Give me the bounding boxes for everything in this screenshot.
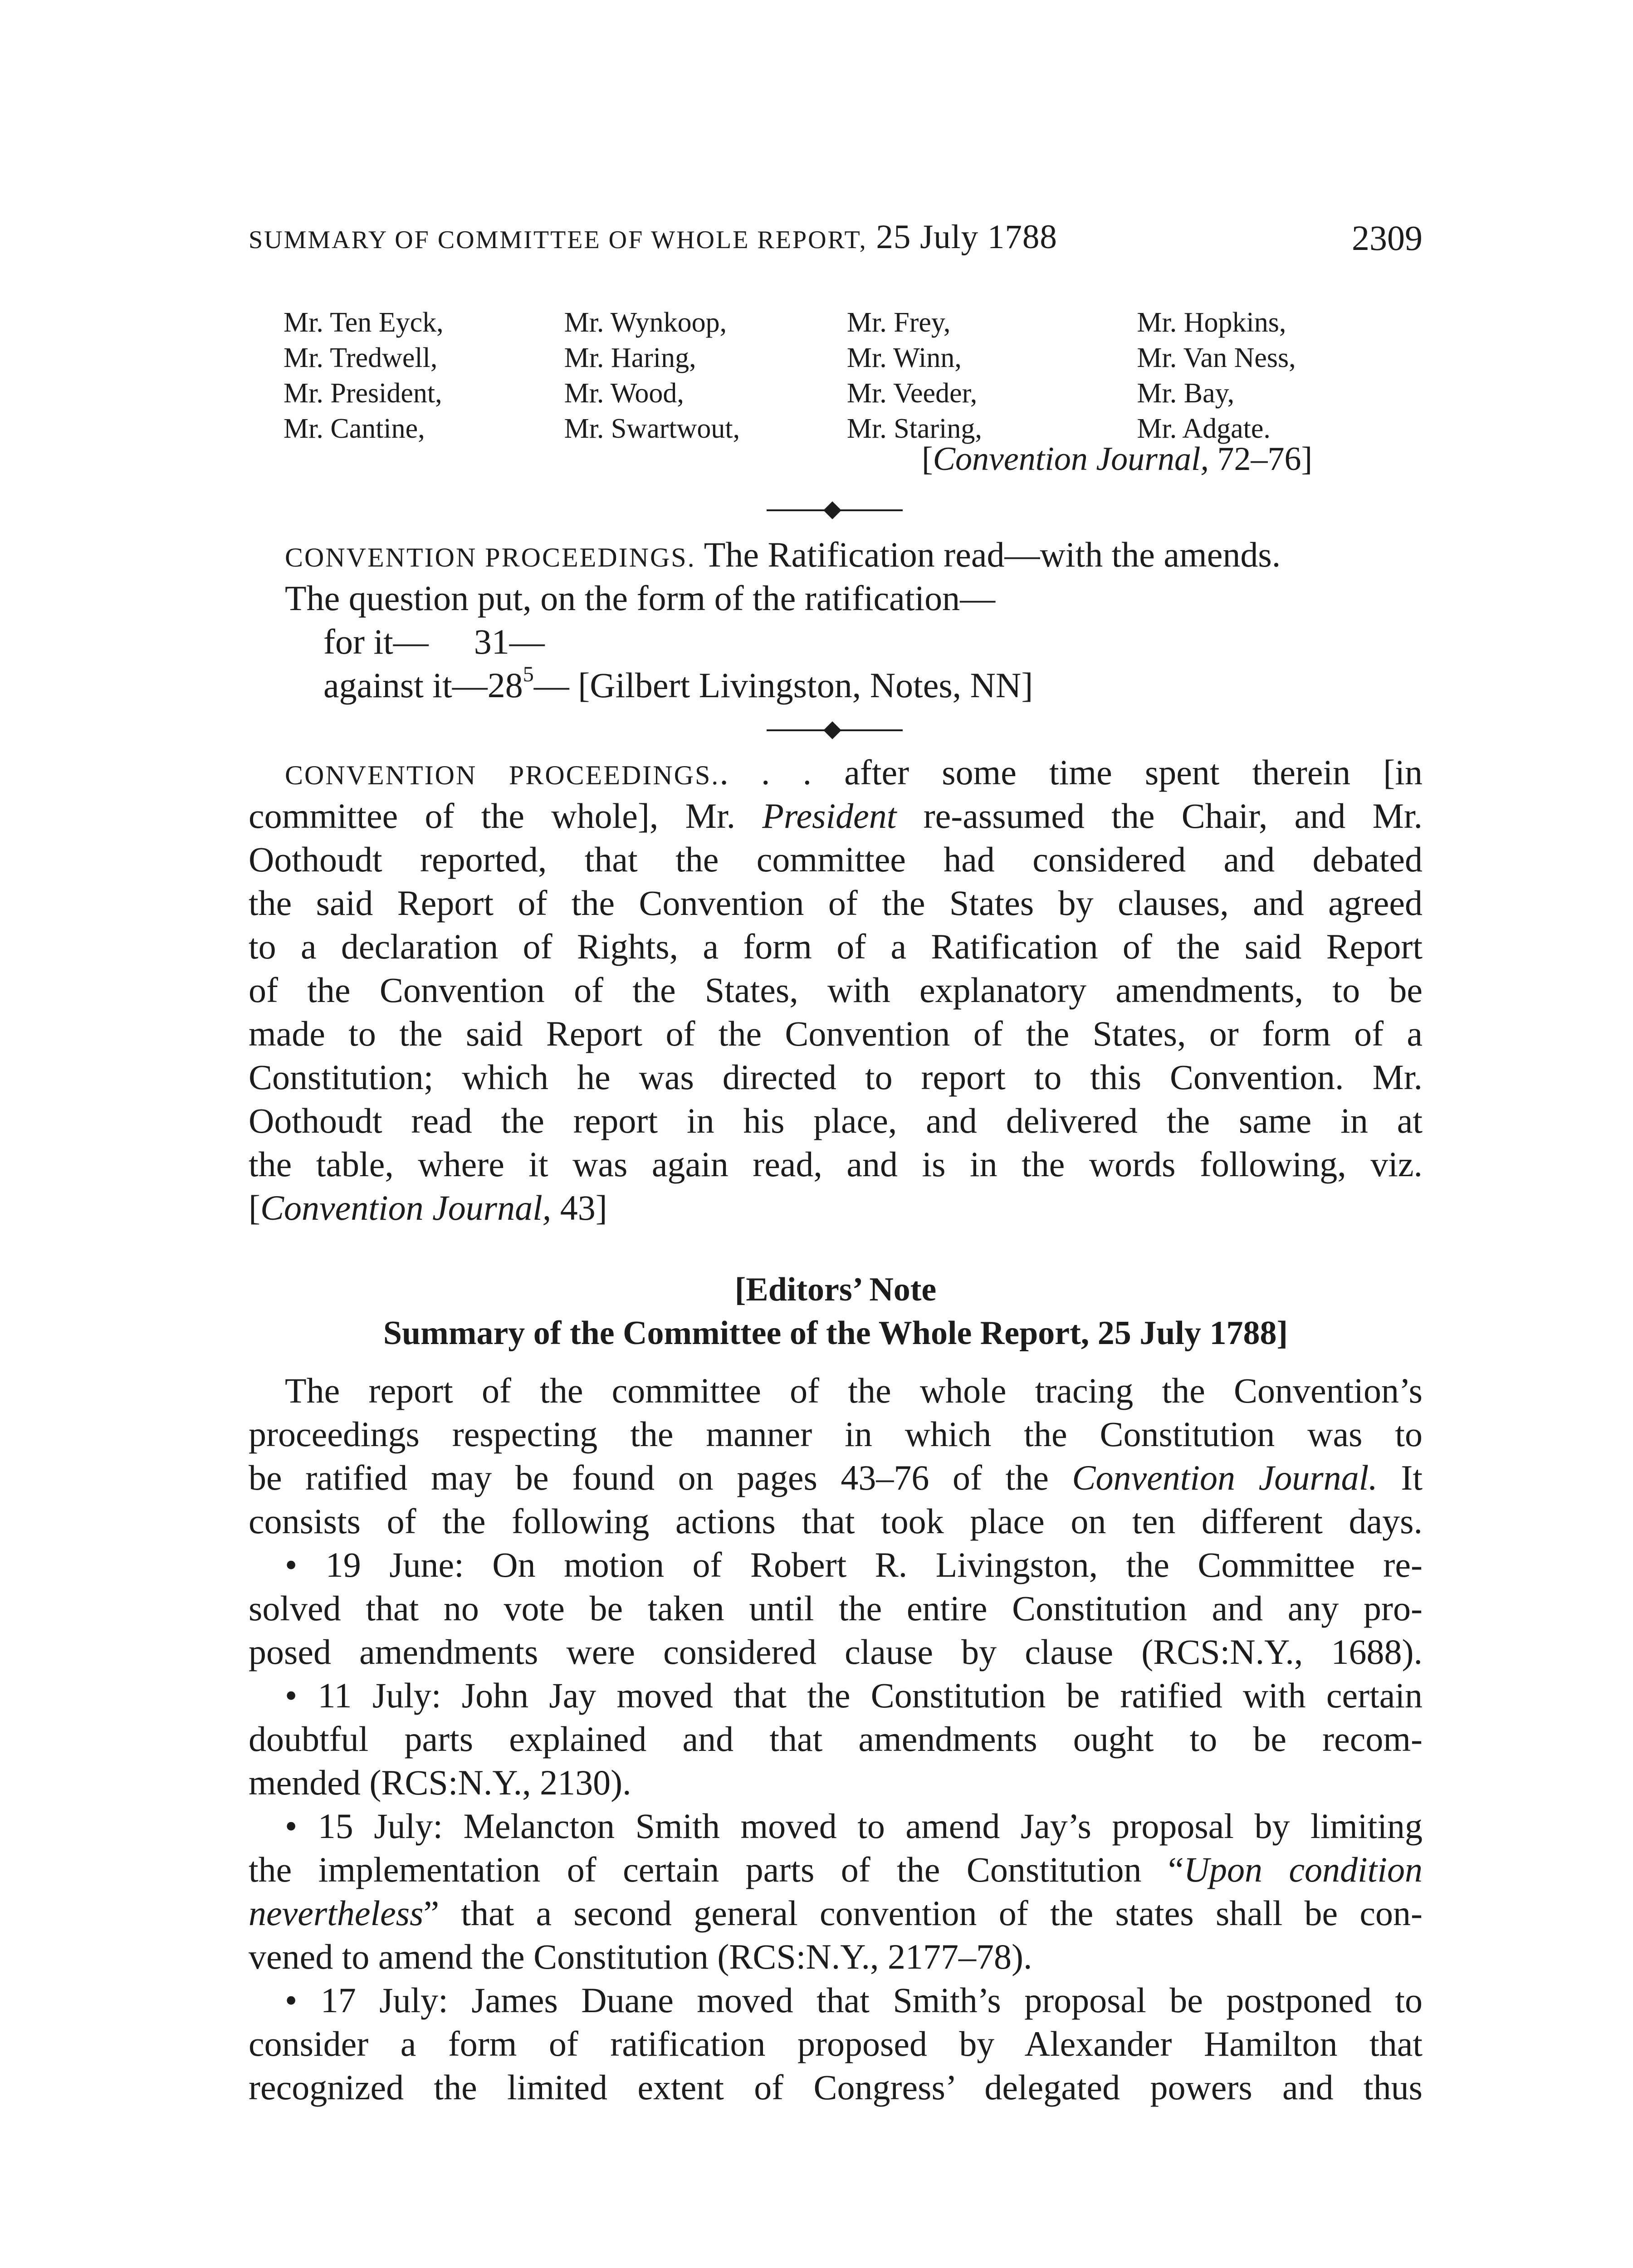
text-span: committee of the whole], Mr. xyxy=(249,796,736,836)
editors-note-subheading: Summary of the Committee of the Whole Report, 25 July 1788] xyxy=(383,1315,1288,1352)
name-cell: Mr. President, xyxy=(284,378,442,409)
vote-for-count: 31— xyxy=(474,622,545,661)
diamond-icon xyxy=(823,721,841,739)
bullet-line: • 17 July: James Duane moved that Smith’s proposal be postponed to xyxy=(285,1980,1423,2020)
text-span-italic: nevertheless xyxy=(249,1893,424,1933)
name-cell: Mr. Adgate. xyxy=(1137,413,1271,444)
running-head-title: SUMMARY OF COMMITTEE OF WHOLE REPORT, xyxy=(249,226,867,254)
name-cell: Mr. Swartwout, xyxy=(564,413,740,444)
text-line xyxy=(249,794,1423,838)
journal-citation xyxy=(922,440,1312,479)
text-line: The report of the committee of the whole tracing the Convention’s xyxy=(285,1371,1423,1410)
names-row xyxy=(284,376,1418,411)
section-divider-ornament xyxy=(767,501,903,519)
name-cell: Mr. Frey, xyxy=(846,307,951,338)
citation-pages: 72–76] xyxy=(1217,440,1313,478)
running-head xyxy=(249,218,1057,257)
text-span: The Ratification read—with the amends. xyxy=(704,535,1281,574)
text-span: It xyxy=(1401,1458,1423,1497)
vote-against-line xyxy=(249,664,1423,707)
section-label: CONVENTION PROCEEDINGS. xyxy=(285,543,696,572)
bullet-line: • 19 June: On motion of Robert R. Livingston, the Committee re- xyxy=(285,1545,1423,1584)
text-line: the said Report of the Convention of the States by clauses, and agreed xyxy=(249,883,1423,923)
name-cell: Mr. Hopkins, xyxy=(1137,307,1286,338)
text-line xyxy=(249,533,1423,577)
name-cell: Mr. Wynkoop, xyxy=(564,307,727,338)
text-line: The question put, on the form of the ratification— xyxy=(285,578,996,618)
text-line: proceedings respecting the manner in which the Constitution was to xyxy=(249,1414,1423,1454)
text-line: to a declaration of Rights, a form of a Ratification of the said Report xyxy=(249,927,1423,966)
diamond-icon xyxy=(823,501,841,519)
text-span: re-assumed the Chair, and Mr. xyxy=(923,796,1423,836)
text-line: vened to amend the Constitution (RCS:N.Y., 2177–78). xyxy=(249,1937,1032,1976)
name-cell: Mr. Winn, xyxy=(846,342,962,373)
text-line: consists of the following actions that took place on ten different days. xyxy=(249,1501,1423,1541)
citation-source: Convention Journal, xyxy=(260,1188,552,1227)
text-line: consider a form of ratification proposed by Alexander Hamilton that xyxy=(249,2024,1423,2063)
text-span-italic: Upon condition xyxy=(1183,1850,1423,1889)
text-line: Oothoudt read the report in his place, and delivered the same in at xyxy=(249,1101,1423,1140)
bullet-line: • 11 July: John Jay moved that the Constitution be ratified with certain xyxy=(285,1676,1423,1715)
text-span: . . . after some time spent therein [in xyxy=(719,753,1423,792)
text-span: the implementation of certain parts of the Constitution “ xyxy=(249,1850,1184,1889)
citation-bracket: [ xyxy=(922,440,933,478)
text-line: Oothoudt reported, that the committee had considered and debated xyxy=(249,840,1423,879)
citation-bracket: [ xyxy=(249,1188,260,1227)
text-span: be ratified may be found on pages 43–76 of the xyxy=(249,1458,1049,1497)
text-line: Constitution; which he was directed to report to this Convention. Mr. xyxy=(249,1057,1423,1097)
text-line: mended (RCS:N.Y., 2130). xyxy=(249,1763,631,1802)
bullet-line: • 15 July: Melancton Smith moved to amend Jay’s proposal by limiting xyxy=(285,1806,1423,1846)
text-line xyxy=(249,751,1423,794)
name-cell: Mr. Ten Eyck, xyxy=(284,307,444,338)
section-divider-ornament xyxy=(767,721,903,739)
text-line xyxy=(249,1456,1423,1500)
text-line xyxy=(249,1848,1423,1892)
name-cell: Mr. Bay, xyxy=(1137,378,1235,409)
name-cell: Mr. Tredwell, xyxy=(284,342,438,373)
vote-against-label: against it—28 xyxy=(323,665,523,705)
text-line: of the Convention of the States, with explanatory amendments, to be xyxy=(249,970,1423,1010)
editors-note-title xyxy=(249,1268,1423,1355)
proceedings-convention-journal xyxy=(249,751,1423,1230)
vote-for-line xyxy=(249,620,1423,664)
editors-note-heading: [Editors’ Note xyxy=(734,1271,937,1308)
editors-note-body xyxy=(249,1369,1423,2109)
text-line xyxy=(249,1892,1423,1935)
names-row xyxy=(284,340,1418,376)
text-span: ” that a second general convention of the states shall be con- xyxy=(423,1893,1423,1933)
running-head-date: 25 July 1788 xyxy=(876,218,1057,256)
name-cell: Mr. Cantine, xyxy=(284,413,425,444)
running-head-bar xyxy=(249,218,1423,268)
vote-against-source: — [Gilbert Livingston, Notes, NN] xyxy=(533,665,1033,705)
text-line: made to the said Report of the Convention of the States, or form of a xyxy=(249,1014,1423,1053)
name-cell: Mr. Haring, xyxy=(564,342,696,373)
section-label: CONVENTION PROCEEDINGS. xyxy=(285,760,720,790)
name-cell: Mr. Van Ness, xyxy=(1137,342,1296,373)
page-number: 2309 xyxy=(1352,218,1423,258)
name-cell: Mr. Veeder, xyxy=(846,378,978,409)
text-span-italic: President xyxy=(762,796,897,836)
text-line: doubtful parts explained and that amendments ought to be recom- xyxy=(249,1719,1423,1759)
citation-pages: 43] xyxy=(560,1188,607,1227)
journal-citation xyxy=(249,1186,1423,1230)
text-line: posed amendments were considered clause by clause (RCS:N.Y., 1688). xyxy=(249,1632,1423,1672)
names-row xyxy=(284,305,1418,340)
text-line: solved that no vote be taken until the entire Constitution and any pro- xyxy=(249,1589,1423,1628)
name-cell: Mr. Wood, xyxy=(564,378,684,409)
text-line: recognized the limited extent of Congress’ delegated powers and thus xyxy=(249,2068,1423,2107)
text-line: the table, where it was again read, and is in the words following, viz. xyxy=(249,1144,1423,1184)
citation-source: Convention Journal, xyxy=(933,440,1209,478)
text-span-italic: Convention Journal. xyxy=(1072,1458,1378,1497)
proceedings-gilbert-livingston xyxy=(249,533,1423,707)
name-cell: Mr. Staring, xyxy=(846,413,982,444)
vote-for-label: for it— xyxy=(323,622,429,661)
names-table xyxy=(284,305,1418,446)
footnote-marker: 5 xyxy=(523,662,534,686)
